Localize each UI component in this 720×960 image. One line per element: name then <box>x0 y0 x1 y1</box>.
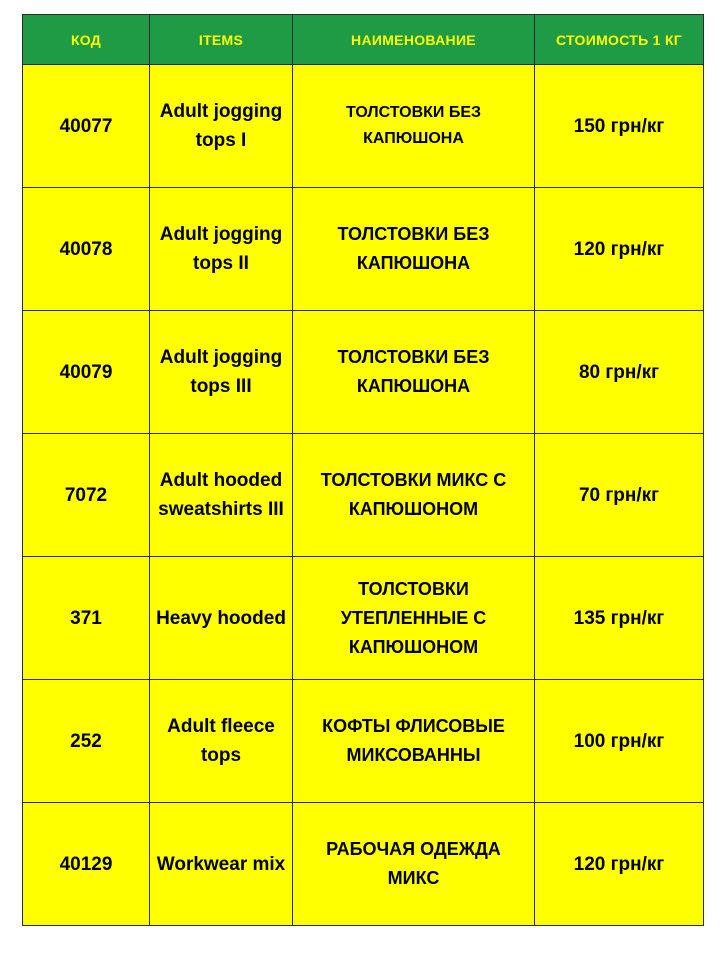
cell-price: 70 грн/кг <box>535 434 704 557</box>
cell-code: 252 <box>23 680 150 803</box>
cell-name: ТОЛСТОВКИ БЕЗ КАПЮШОНА <box>293 311 535 434</box>
cell-price: 120 грн/кг <box>535 188 704 311</box>
cell-code: 40078 <box>23 188 150 311</box>
table-row <box>23 803 704 926</box>
cell-price: 100 грн/кг <box>535 680 704 803</box>
cell-name: ТОЛСТОВКИ БЕЗ КАПЮШОНА <box>293 188 535 311</box>
table-row <box>23 434 704 557</box>
cell-price: 80 грн/кг <box>535 311 704 434</box>
header-items: ITEMS <box>150 15 293 65</box>
cell-code: 40129 <box>23 803 150 926</box>
cell-item: Workwear mix <box>150 803 293 926</box>
cell-price: 120 грн/кг <box>535 803 704 926</box>
cell-item: Adult fleece tops <box>150 680 293 803</box>
cell-name: ТОЛСТОВКИ МИКС С КАПЮШОНОМ <box>293 434 535 557</box>
cell-code: 40079 <box>23 311 150 434</box>
header-code: КОД <box>23 15 150 65</box>
table-row <box>23 557 704 680</box>
cell-code: 7072 <box>23 434 150 557</box>
cell-name: ТОЛСТОВКИ УТЕПЛЕННЫЕ С КАПЮШОНОМ <box>293 557 535 680</box>
cell-item: Adult jogging tops III <box>150 311 293 434</box>
price-table <box>22 14 704 926</box>
table-header-row <box>23 15 704 65</box>
cell-item: Adult jogging tops I <box>150 65 293 188</box>
cell-code: 40077 <box>23 65 150 188</box>
cell-item: Adult jogging tops II <box>150 188 293 311</box>
table-row <box>23 680 704 803</box>
cell-item: Heavy hooded <box>150 557 293 680</box>
table-row <box>23 65 704 188</box>
header-name: НАИМЕНОВАНИЕ <box>293 15 535 65</box>
cell-name: ТОЛСТОВКИ БЕЗ КАПЮШОНА <box>293 65 535 188</box>
cell-price: 135 грн/кг <box>535 557 704 680</box>
price-table-container <box>22 14 703 926</box>
header-price: СТОИМОСТЬ 1 КГ <box>535 15 704 65</box>
table-row <box>23 188 704 311</box>
cell-price: 150 грн/кг <box>535 65 704 188</box>
table-row <box>23 311 704 434</box>
cell-code: 371 <box>23 557 150 680</box>
cell-item: Adult hooded sweatshirts III <box>150 434 293 557</box>
cell-name: РАБОЧАЯ ОДЕЖДА МИКС <box>293 803 535 926</box>
cell-name: КОФТЫ ФЛИСОВЫЕ МИКСОВАННЫ <box>293 680 535 803</box>
